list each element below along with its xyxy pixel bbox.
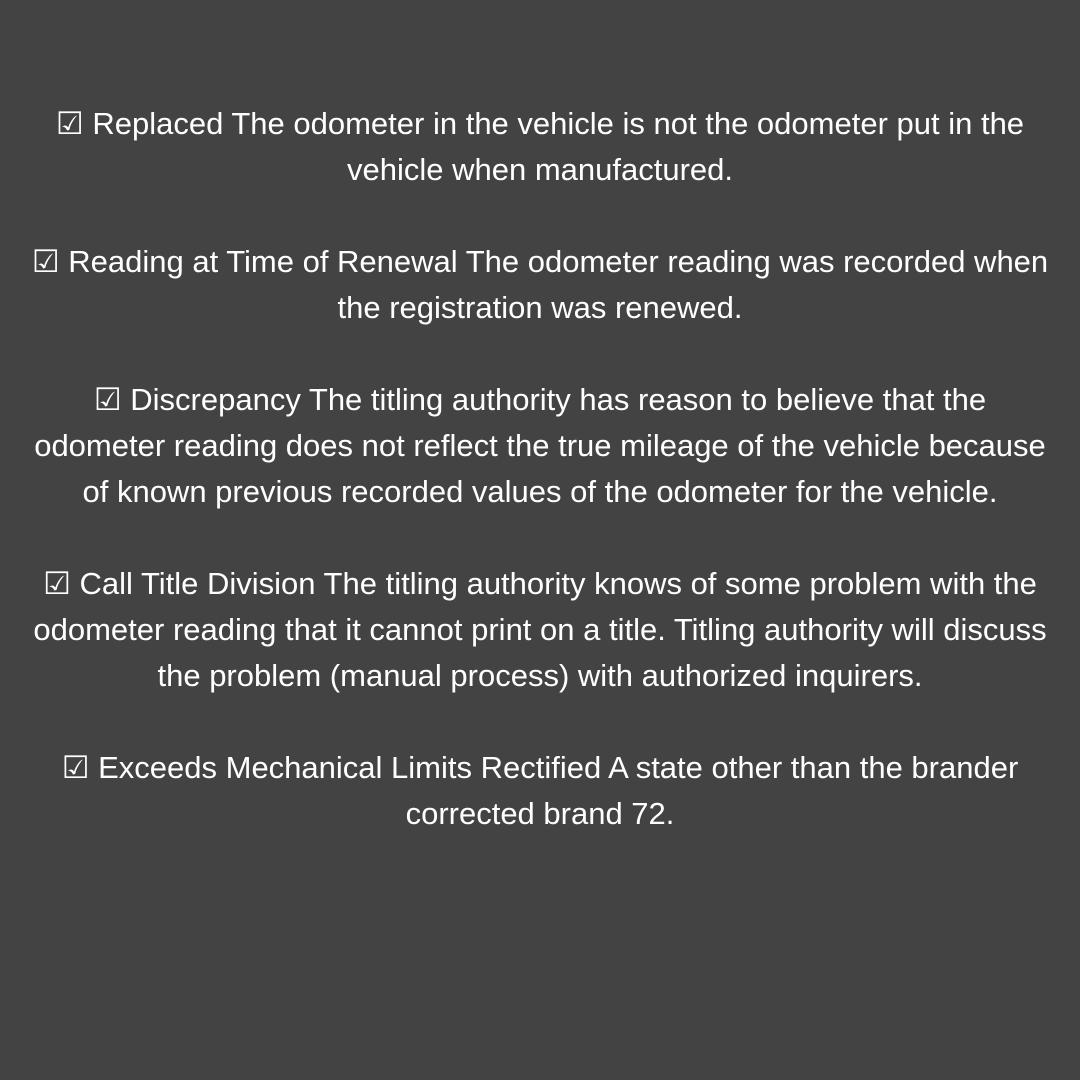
entry-call-title-division: ☑ Call Title Division The titling authority knows of some problem with the odometer reading that it cannot print on a title. Titling authority will discuss the problem (manual process) with authorized inquirers. <box>33 566 1047 693</box>
entry-replaced: ☑ Replaced The odometer in the vehicle is not the odometer put in the vehicle when manufactured. <box>55 106 1025 187</box>
entry-exceeds-mechanical-limits: ☑ Exceeds Mechanical Limits Rectified A state other than the brander corrected brand 72. <box>61 750 1019 831</box>
entry-discrepancy: ☑ Discrepancy The titling authority has reason to believe that the odometer reading does not reflect the true mileage of the vehicle because of known previous recorded values of the odometer for the vehicle. <box>34 382 1046 509</box>
entry-reading-at-renewal: ☑ Reading at Time of Renewal The odometer reading was recorded when the registration was renewed. <box>31 244 1049 325</box>
